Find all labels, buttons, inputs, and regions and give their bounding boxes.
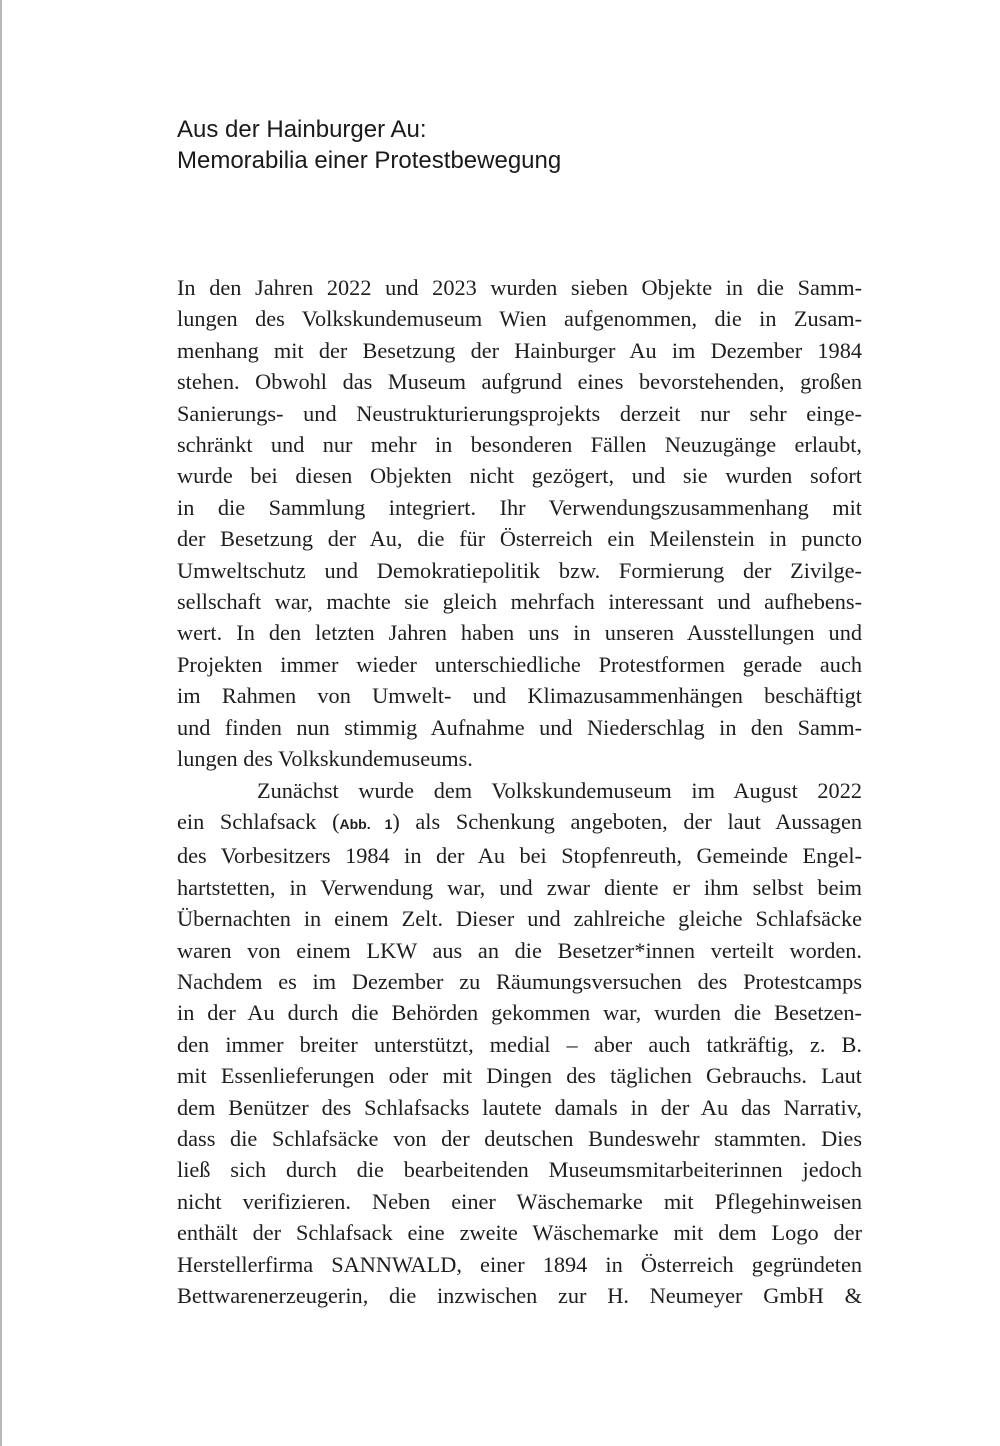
text-fragment: ein Schlafsack (: [177, 808, 340, 834]
text-line: dass die Schlafsäcke von der deutschen Bundeswehr stammten. Dies: [177, 1125, 862, 1151]
text-line: im Rahmen von Umwelt- und Klimazusammenhängen beschäftigt: [177, 683, 862, 709]
text-line: [177, 806, 862, 840]
paragraph-1: [177, 272, 862, 775]
text-line: Sanierungs- und Neustrukturierungsprojekts derzeit nur sehr einge-: [177, 400, 862, 426]
text-line: Projekten immer wieder unterschiedliche Protestformen gerade auch: [177, 651, 862, 677]
text-line: Zunächst wurde dem Volkskundemuseum im August 2022: [257, 777, 862, 803]
text-line: in die Sammlung integriert. Ihr Verwendungszusammenhang mit: [177, 494, 862, 520]
text-line: menhang mit der Besetzung der Hainburger Au im Dezember 1984: [177, 337, 862, 363]
text-line: in der Au durch die Behörden gekommen war, wurden die Besetzen-: [177, 1000, 862, 1026]
text-line: des Vorbesitzers 1984 in der Au bei Stopfenreuth, Gemeinde Engel-: [177, 843, 862, 869]
text-line: und finden nun stimmig Aufnahme und Niederschlag in den Samm-: [177, 714, 862, 740]
text-fragment: ) als Schenkung angeboten, der laut Aussagen: [392, 808, 862, 834]
text-line: stehen. Obwohl das Museum aufgrund eines bevorstehenden, großen: [177, 369, 862, 395]
paragraph-2: [177, 775, 862, 1312]
text-line: mit Essenlieferungen oder mit Dingen des täglichen Gebrauchs. Laut: [177, 1063, 862, 1089]
text-line: den immer breiter unterstützt, medial – aber auch tatkräftig, z. B.: [177, 1031, 862, 1057]
text-line: schränkt und nur mehr in besonderen Fällen Neuzugänge erlaubt,: [177, 432, 862, 458]
text-line: wert. In den letzten Jahren haben uns in unseren Ausstellungen und: [177, 620, 862, 646]
article-body: [177, 272, 862, 1311]
text-line: Übernachten in einem Zelt. Dieser und zahlreiche gleiche Schlafsäcke: [177, 906, 862, 932]
text-line: Bettwarenerzeugerin, die inzwischen zur H. Neumeyer GmbH &: [177, 1283, 862, 1308]
text-line: dem Benützer des Schlafsacks lautete damals in der Au das Narrativ,: [177, 1094, 862, 1120]
text-line: hartstetten, in Verwendung war, und zwar diente er ihm selbst beim: [177, 874, 862, 900]
text-line: Nachdem es im Dezember zu Räumungsversuchen des Protestcamps: [177, 968, 862, 994]
text-line: lungen des Volkskundemuseum Wien aufgenommen, die in Zusam-: [177, 306, 862, 332]
title-line-2: Memorabilia einer Protestbewegung: [177, 147, 562, 174]
text-line: der Besetzung der Au, die für Österreich ein Meilenstein in puncto: [177, 526, 862, 552]
text-line: ließ sich durch die bearbeitenden Museumsmitarbeiterinnen jedoch: [177, 1157, 862, 1183]
text-line: Herstellerfirma SANNWALD, einer 1894 in Österreich gegründeten: [177, 1251, 862, 1277]
figure-reference[interactable]: Abb. 1: [339, 815, 393, 832]
article-title: [177, 114, 561, 176]
text-line: In den Jahren 2022 und 2023 wurden sieben Objekte in die Samm-: [177, 275, 862, 300]
text-line: Umweltschutz und Demokratiepolitik bzw. Formierung der Zivilge-: [177, 557, 862, 583]
text-line: nicht verifizieren. Neben einer Wäschemarke mit Pflegehinweisen: [177, 1188, 862, 1214]
text-line: sellschaft war, machte sie gleich mehrfach interessant und aufhebens-: [177, 589, 862, 615]
text-line: wurde bei diesen Objekten nicht gezögert, und sie wurden sofort: [177, 463, 862, 489]
title-line-1: Aus der Hainburger Au:: [177, 116, 427, 143]
page-edge: [0, 0, 2, 1446]
text-line: lungen des Volkskundemuseums.: [177, 746, 473, 772]
text-line: enthält der Schlafsack eine zweite Wäschemarke mit dem Logo der: [177, 1220, 862, 1246]
text-line: waren von einem LKW aus an die Besetzer*innen verteilt worden.: [177, 937, 862, 963]
